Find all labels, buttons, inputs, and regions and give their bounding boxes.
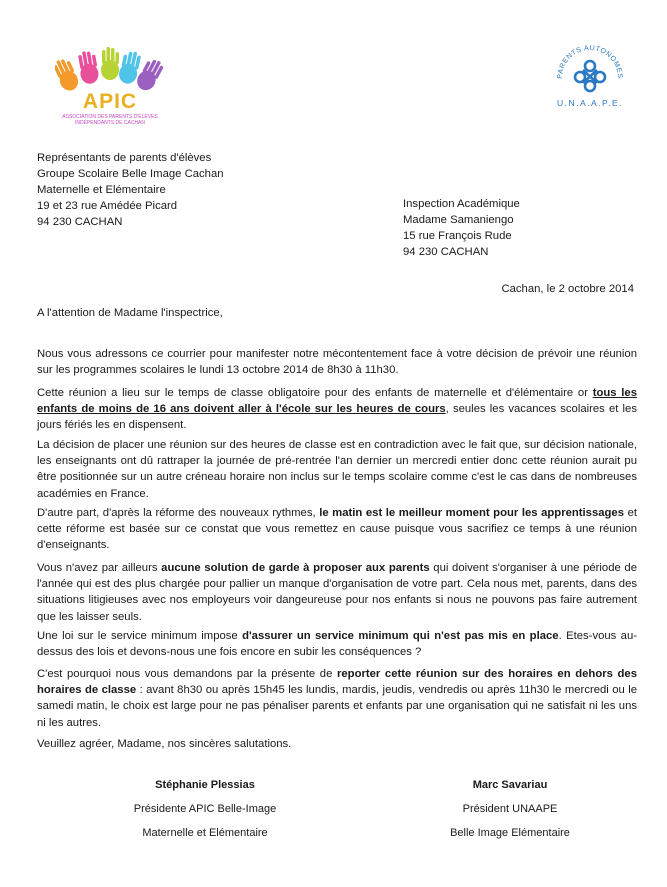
signatory-role: Président UNAAPE [462,803,558,815]
emphasis-text: tous les enfants de moins de 16 ans doivent aller à l'école sur les heures de cours [37,387,637,416]
sender-line: Maternelle et Elémentaire [37,184,166,196]
apic-name: APIC [82,90,138,113]
unaape-logo [550,36,630,112]
recipient-address [403,196,520,260]
apic-subtitle-line1: ASSOCIATION DES PARENTS D'ÉLÈVES [62,114,158,120]
letter-date: Cachan, le 2 octobre 2014 [501,283,634,295]
salutation: A l'attention de Madame l'inspectrice, [37,307,223,319]
sender-line: 19 et 23 rue Amédée Picard [37,200,178,212]
recipient-line: 94 230 CACHAN [403,246,489,258]
sender-line: Groupe Scolaire Belle Image Cachan [37,168,224,180]
recipient-line: 15 rue François Rude [403,230,512,242]
unaape-arc-text: PARENTS AUTONOMES [556,44,624,79]
signatory-name: Marc Savariau [472,779,548,791]
signature-left [105,778,305,840]
closing-formula: Veuillez agréer, Madame, nos sincères salutations. [37,738,292,750]
signature-right [410,778,610,840]
recipient-line: Madame Samaniengo [403,214,514,226]
sender-address [37,150,224,230]
emphasis-text: le matin est le meilleur moment pour les apprentissages [319,507,624,519]
body-paragraph-5: Vous n'avez par ailleurs aucune solution de garde à proposer aux parents qui doivent s'organiser à une période de l'année qui est des plus chargée pour pallier un manque d'organisation de votre part. Cela nous met, parents, dans des situations litigieuses avec nos employeurs voir dangeureuse pour nos enfants si nous ne pouvons pas faire autrement que les laisser seuls. [37,562,637,623]
emphasis-text: d'assurer un service minimum qui n'est pas mis en place [242,630,559,642]
signatory-org: Maternelle et Elémentaire [142,827,268,839]
apic-subtitle-line2: INDÉPENDANTS DE CACHAN [74,120,145,126]
body-paragraph-1: Nous vous adressons ce courrier pour manifester notre mécontentement face à votre décision de prévoir une réunion sur les programmes scolaires le lundi 13 octobre 2014 de 8h30 à 11h30. [37,348,637,377]
body-paragraph-3: La décision de placer une réunion sur des heures de classe est en contradiction avec le fait que, sur décision nationale, les enseignants ont dû rattraper la journée de pré-rentrée l'an dernier un mercredi entier donc cette réunion aurait pu être positionnée sur un autre créneau horaire non inclus sur le temps scolaire comme c'est le cas dans de nombreuses académies en France. [37,439,637,500]
body-paragraph-7: C'est pourquoi nous vous demandons par la présente de reporter cette réunion sur des horaires en dehors des horaires de classe : avant 8h30 ou après 15h45 les lundis, mardis, jeudis, vendredis ou après 11h30 le mercredi ou le samedi matin, le choix est large pour ne pas pénaliser parents et enfants par une organisation qui ne satisfait ni les uns ni les autres. [37,668,637,729]
body-paragraph-6: Une loi sur le service minimum impose d'assurer un service minimum qui n'est pas mis en place. Etes-vous au-dessus des lois et devons-nous une fois encore en subir les conséquences ? [37,630,637,659]
recipient-line: Inspection Académique [403,198,520,210]
signatory-name: Stéphanie Plessias [155,779,255,791]
body-paragraph-2: Cette réunion a lieu sur le temps de classe obligatoire pour des enfants de maternelle et d'élémentaire or tous les enfants de moins de 16 ans doivent aller à l'école sur les heures de cours, seules les vacances scolaires et les jours fériés les en dispensent. [37,387,637,432]
sender-line: Représentants de parents d'élèves [37,152,212,164]
unaape-bottom-text: U.N.A.A.P.E. [556,98,624,108]
body-paragraph-4: D'autre part, d'après la réforme des nouveaux rythmes, le matin est le meilleur moment pour les apprentissages et cette réforme est basée sur ce constat que vous remettez en cause puisque vous sacrifiez ce temps à une réunion d'enseignants. [37,507,637,552]
signatory-role: Présidente APIC Belle-Image [133,803,277,815]
apic-logo [55,38,165,138]
unaape-emblem-icon [550,36,630,112]
emphasis-text: aucune solution de garde à proposer aux parents [161,562,430,574]
sender-line: 94 230 CACHAN [37,216,123,228]
signatory-org: Belle Image Elémentaire [450,827,570,839]
emphasis-text: reporter cette réunion sur des horaires en dehors des horaires de classe [37,668,637,697]
